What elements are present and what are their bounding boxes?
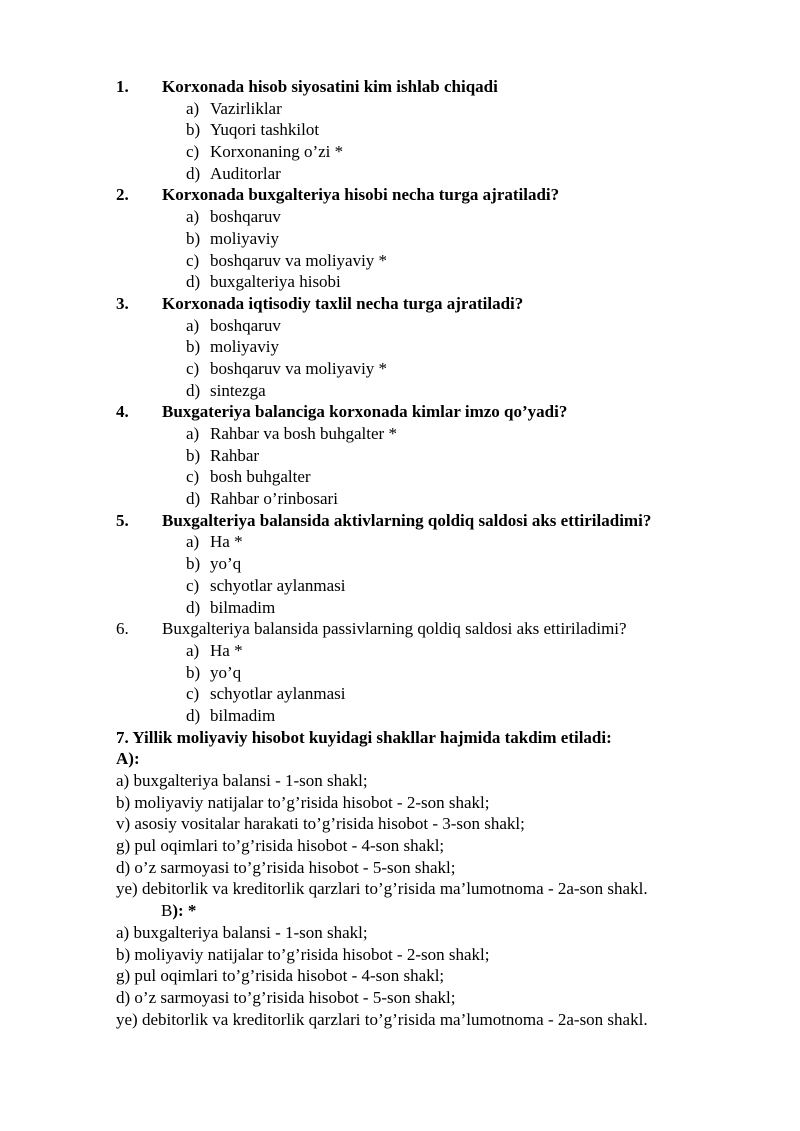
option-item	[116, 553, 776, 575]
option-letter: b)	[186, 337, 201, 357]
option-letter: c)	[186, 575, 200, 595]
option-letter: a)	[186, 98, 200, 118]
question-7-title: 7. Yillik moliyaviy hisobot kuyidagi shakllar hajmida takdim etiladi:	[116, 727, 612, 747]
list-item: v) asosiy vositalar harakati to’g’risida hisobot - 3-son shakl;	[116, 814, 525, 834]
question-number: 1.	[116, 77, 129, 96]
list-item: ye) debitorlik va kreditorlik qarzlari to’g’risida ma’lumotnoma - 2a-son shakl.	[116, 879, 648, 899]
option-text: schyotlar aylanmasi	[210, 575, 346, 595]
option-letter: b)	[186, 228, 201, 248]
option-item	[116, 683, 776, 705]
question-text: Korxonada hisob siyosatini kim ishlab chiqadi	[162, 77, 498, 96]
option-item	[116, 445, 776, 467]
option-letter: a)	[186, 640, 200, 660]
question-text: Korxonada iqtisodiy taxlil necha turga ajratiladi?	[162, 293, 524, 313]
option-item	[116, 640, 776, 662]
option-letter: b)	[186, 662, 201, 682]
question-text: Buxgalteriya balansida passivlarning qoldiq saldosi aks ettiriladimi?	[162, 619, 627, 639]
option-item	[116, 250, 776, 272]
option-text: moliyaviy	[210, 337, 279, 357]
option-item	[116, 597, 776, 619]
option-item	[116, 336, 776, 358]
option-text: buxgalteriya hisobi	[210, 272, 341, 292]
option-text: yo’q	[210, 554, 242, 574]
question-4	[116, 401, 776, 423]
option-text: bilmadim	[210, 705, 276, 725]
option-letter: a)	[186, 532, 200, 552]
option-text: boshqaruv	[210, 207, 281, 227]
option-text: yo’q	[210, 662, 242, 682]
option-letter: d)	[186, 705, 201, 725]
option-letter: d)	[186, 597, 201, 617]
option-letter: a)	[186, 207, 200, 227]
option-letter: a)	[186, 315, 200, 335]
option-text: Rahbar	[210, 445, 260, 465]
option-text: boshqaruv va moliyaviy *	[210, 358, 388, 378]
option-letter: c)	[186, 467, 200, 487]
question-2	[116, 184, 776, 206]
question-6	[116, 618, 776, 640]
option-text: Ha *	[210, 532, 243, 552]
question-text: Korxonada buxgalteriya hisobi necha turga ajratiladi?	[162, 185, 560, 205]
option-item	[116, 141, 776, 163]
option-item	[116, 98, 776, 120]
option-text: Rahbar o’rinbosari	[210, 489, 338, 509]
option-text: Ha *	[210, 640, 243, 660]
option-letter: b)	[186, 554, 201, 574]
option-item	[116, 466, 776, 488]
question-5	[116, 510, 776, 532]
question-text: Buxgateriya balanciga korxonada kimlar imzo qo’yadi?	[162, 402, 568, 422]
option-item	[116, 662, 776, 684]
option-letter: b)	[186, 445, 201, 465]
option-item	[116, 163, 776, 185]
list-item: g) pul oqimlari to’g’risida hisobot - 4-son shakl;	[116, 836, 445, 856]
option-letter: b)	[186, 120, 201, 140]
question-number: 5.	[116, 510, 129, 530]
variant-b-letter: B	[161, 901, 173, 921]
question-text: Buxgalteriya balansida aktivlarning qoldiq saldosi aks ettiriladimi?	[162, 510, 652, 530]
option-text: Rahbar va bosh buhgalter *	[210, 424, 397, 443]
question-number: 6.	[116, 619, 129, 639]
option-item	[116, 705, 776, 727]
document-content	[116, 76, 776, 1030]
list-item: g) pul oqimlari to’g’risida hisobot - 4-son shakl;	[116, 966, 445, 986]
option-text: sintezga	[210, 380, 266, 400]
option-text: Vazirliklar	[210, 98, 282, 118]
option-item	[116, 380, 776, 402]
option-item	[116, 206, 776, 228]
option-text: Korxonaning o’zi *	[210, 142, 344, 162]
option-item	[116, 575, 776, 597]
list-item: ye) debitorlik va kreditorlik qarzlari to’g’risida ma’lumotnoma - 2a-son shakl.	[116, 1009, 648, 1029]
option-item	[116, 228, 776, 250]
question-3	[116, 293, 776, 315]
option-text: moliyaviy	[210, 228, 279, 248]
option-text: schyotlar aylanmasi	[210, 684, 346, 704]
option-item	[116, 423, 776, 445]
option-letter: a)	[186, 424, 200, 443]
variant-b-marker: ): *	[172, 901, 197, 921]
option-letter: c)	[186, 250, 200, 270]
option-letter: d)	[186, 272, 201, 292]
list-item: b) moliyaviy natijalar to’g’risida hisobot - 2-son shakl;	[116, 792, 490, 812]
option-text: bilmadim	[210, 597, 276, 617]
option-item	[116, 119, 776, 141]
list-item: d) o’z sarmoyasi to’g’risida hisobot - 5-son shakl;	[116, 857, 456, 877]
option-item	[116, 488, 776, 510]
option-letter: c)	[186, 684, 200, 704]
option-letter: d)	[186, 163, 201, 183]
list-item: b) moliyaviy natijalar to’g’risida hisobot - 2-son shakl;	[116, 944, 490, 964]
option-letter: d)	[186, 380, 201, 400]
option-letter: c)	[186, 142, 200, 162]
option-item	[116, 531, 776, 553]
list-item: a) buxgalteriya balansi - 1-son shakl;	[116, 922, 368, 942]
option-text: bosh buhgalter	[210, 467, 311, 487]
list-item: a) buxgalteriya balansi - 1-son shakl;	[116, 771, 368, 790]
option-text: boshqaruv va moliyaviy *	[210, 250, 388, 270]
option-item	[116, 271, 776, 293]
question-number: 2.	[116, 185, 129, 205]
question-number: 4.	[116, 402, 129, 422]
question-number: 3.	[116, 293, 129, 313]
option-text: Yuqori tashkilot	[210, 120, 320, 140]
option-item	[116, 315, 776, 337]
option-letter: c)	[186, 358, 200, 378]
question-1	[116, 76, 776, 98]
variant-a-label: A):	[116, 749, 140, 769]
option-item	[116, 358, 776, 380]
option-text: boshqaruv	[210, 315, 281, 335]
option-text: Auditorlar	[210, 163, 281, 183]
option-letter: d)	[186, 489, 201, 509]
variant-b-label	[116, 900, 776, 922]
list-item: d) o’z sarmoyasi to’g’risida hisobot - 5-son shakl;	[116, 987, 456, 1007]
